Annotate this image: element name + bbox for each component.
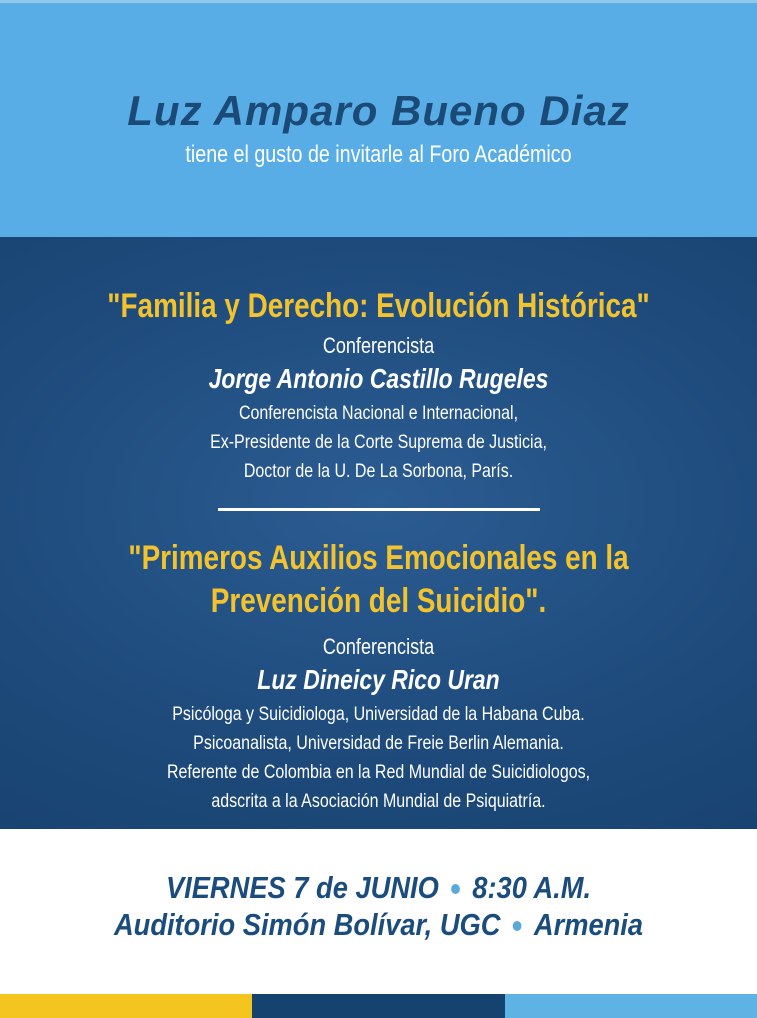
talk2-speaker-name: Luz Dineicy Rico Uran <box>257 664 500 695</box>
forum-panel <box>0 237 757 829</box>
event-venue: Auditorio Simón Bolívar, UGC <box>113 907 501 942</box>
bottom-bar <box>0 994 757 1018</box>
talk2-title-line-2: Prevención del Suicidio". <box>210 582 547 620</box>
talk1-speaker-label: Conferencista <box>322 333 435 358</box>
bullet-dot-icon <box>513 921 522 931</box>
talk2-credential-line: Referente de Colombia en la Red Mundial de Suicidiologos, <box>166 761 591 783</box>
section-divider-line <box>218 508 540 511</box>
talk1-credential-line: Conferencista Nacional e Internacional, <box>238 402 519 424</box>
invitation-line: tiene el gusto de invitarle al Foro Académico <box>185 141 572 168</box>
event-city: Armenia <box>533 907 644 942</box>
talk2-title <box>0 537 757 623</box>
bullet-dot-icon <box>451 884 460 894</box>
bar-segment-yellow <box>0 994 252 1018</box>
bar-segment-light-blue <box>505 994 757 1018</box>
talk2-credential-line: Psicoanalista, Universidad de Freie Berlin Alemania. <box>193 732 564 754</box>
talk1-title: "Familia y Derecho: Evolución Histórica" <box>107 287 650 325</box>
event-date: VIERNES 7 de JUNIO <box>165 870 439 905</box>
host-name: Luz Amparo Bueno Diaz <box>127 87 630 134</box>
talk1-speaker-name: Jorge Antonio Castillo Rugeles <box>208 363 549 394</box>
talk1-credentials <box>68 399 689 486</box>
footer-section <box>0 829 757 994</box>
event-venue-line <box>45 906 711 943</box>
event-date-line <box>45 869 711 906</box>
talk1-credential-line: Doctor de la U. De La Sorbona, París. <box>243 460 514 482</box>
talk2-credentials <box>68 700 689 816</box>
talk2-credential-line: adscrita a la Asociación Mundial de Psiquiatría. <box>211 790 546 812</box>
header-section <box>0 3 757 237</box>
talk1-credential-line: Ex-Presidente de la Corte Suprema de Justicia, <box>210 431 547 453</box>
talk2-speaker-label: Conferencista <box>322 634 435 659</box>
talk2-title-line-1: "Primeros Auxilios Emocionales en la <box>128 539 629 577</box>
talk2-credential-line: Psicóloga y Suicidiologa, Universidad de la Habana Cuba. <box>172 703 585 725</box>
bar-segment-navy <box>252 994 504 1018</box>
event-time: 8:30 A.M. <box>472 870 592 905</box>
